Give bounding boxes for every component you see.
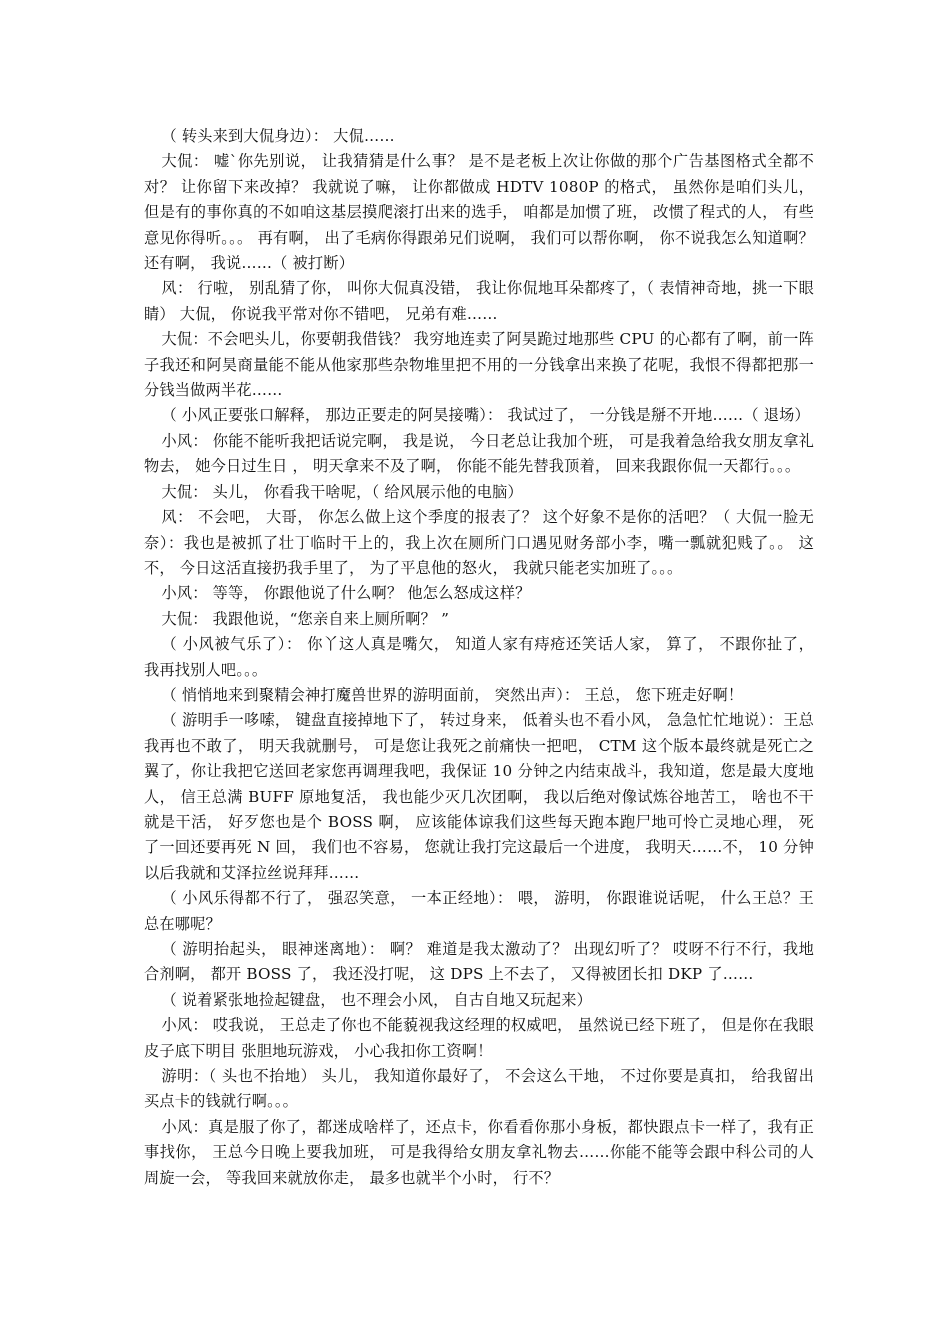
paragraph: （ 游明手一哆嗦， 键盘直接掉地下了， 转过身来， 低着头也不看小风， 急急忙忙地说）：王总我再也不敢了， 明天我就删号， 可是您让我死之前痛快一把吧， CTM 这个版本最终就是死亡之翼了，你让我把它送回老家您再调理我吧，我保证 10 分钟之内结束战斗，我知道，您是最大度地人， 信王总满 BUFF 原地复活， 我也能少灭几次团啊， 我以后绝对像试炼谷地苦工， 啥也不干就是干活， 好歹您也是个 BOSS 啊， 应该能体谅我们这些每天跑本跑尸地可怜亡灵地心理， 死了一回还要再死 N 回， 我们也不容易， 您就让我打完这最后一个进度， 我明天……不， 10 分钟以后我就和艾泽拉丝说拜拜…… xyxy=(144,711,814,882)
paragraph: 大侃：不会吧头儿，你要朝我借钱？ 我穷地连卖了阿昊跪过地那些 CPU 的心都有了啊，前一阵子我还和阿昊商量能不能从他家那些杂物堆里把不用的一分钱拿出来换了花呢，我恨不得都把那一分钱当做两半花…… xyxy=(144,330,814,400)
paragraph: 大侃： 头儿， 你看我干啥呢，（ 给风展示他的电脑） xyxy=(161,482,523,501)
paragraph: 小风： 你能不能听我把话说完啊， 我是说， 今日老总让我加个班， 可是我着急给我女朋友拿礼物去， 她今日过生日 ， 明天拿来不及了啊， 你能不能先替我顶着， 回来我跟你侃一天都行。。。 xyxy=(144,431,814,476)
paragraph: 风： 行啦， 别乱猜了你， 叫你大侃真没错， 我让你侃地耳朵都疼了，（ 表情神奇地，挑一下眼睛） 大侃， 你说我平常对你不错吧， 兄弟有难…… xyxy=(144,279,814,323)
paragraph: 小风：真是服了你了，都迷成啥样了，还点卡，你看看你那小身板，都快跟点卡一样了，我有正事找你， 王总今日晚上要我加班， 可是我得给女朋友拿礼物去……你能不能等会跟中科公司的人周旋一会， 等我回来就放你走， 最多也就半个小时， 行不？ xyxy=(144,1117,814,1187)
paragraph: 大侃： 我跟他说，“您亲自来上厕所啊？ ” xyxy=(161,609,450,628)
paragraph: （ 小风正要张口解释， 那边正要走的阿昊接嘴）： 我试过了， 一分钱是掰不开地……（ 退场） xyxy=(161,406,810,425)
paragraph: 小风： 等等， 你跟他说了什么啊？ 他怎么怒成这样？ xyxy=(161,584,531,603)
paragraph: （ 悄悄地来到聚精会神打魔兽世界的游明面前， 突然出声）： 王总， 您下班走好啊！ xyxy=(161,685,744,704)
paragraph: （ 说着紧张地捡起键盘， 也不理会小风， 自古自地又玩起来） xyxy=(161,990,593,1009)
paragraph: 小风： 哎我说， 王总走了你也不能藐视我这经理的权威吧， 虽然说已经下班了， 但是你在我眼皮子底下明目 张胆地玩游戏， 小心我扣你工资啊！ xyxy=(144,1016,814,1060)
document-page xyxy=(144,124,814,1191)
paragraph: 风： 不会吧， 大哥， 你怎么做上这个季度的报表了？ 这个好象不是你的活吧？（ 大侃一脸无奈）：我也是被抓了壮丁临时干上的，我上次在厕所门口遇见财务部小李，嘴一瓢就犯贱了。。 这不， 今日这活直接扔我手里了， 为了平息他的怒火， 我就只能老实加班了。。。 xyxy=(144,508,814,577)
paragraph: （ 转头来到大侃身边）： 大侃…… xyxy=(161,127,395,145)
paragraph: （ 小风乐得都不行了， 强忍笑意， 一本正经地）： 喂， 游明， 你跟谁说话呢， 什么王总？王总在哪呢？ xyxy=(144,889,814,933)
paragraph: （ 游明抬起头， 眼神迷离地）： 啊？ 难道是我太激动了？ 出现幻听了？ 哎呀不行不行，我地合剂啊， 都开 BOSS 了， 我还没打呢， 这 DPS 上不去了， 又得被团长扣 DKP 了…… xyxy=(144,940,814,984)
paragraph: （ 小风被气乐了）： 你丫这人真是嘴欠， 知道人家有痔疮还笑话人家， 算了， 不跟你扯了， 我再找别人吧。。。 xyxy=(144,635,814,679)
paragraph: 游明：（ 头也不抬地） 头儿， 我知道你最好了， 不会这么干地， 不过你要是真扣， 给我留出买点卡的钱就行啊。。。 xyxy=(144,1067,814,1111)
paragraph: 大侃： 嘘`你先别说， 让我猜猜是什么事？ 是不是老板上次让你做的那个广告基图格式全都不对？ 让你留下来改掉？ 我就说了嘛， 让你都做成 HDTV 1080P 的格式， 虽然你是咱们头儿， 但是有的事你真的不如咱这基层摸爬滚打出来的选手， 咱都是加惯了班， 改惯了程式的人， 有些意见你得听。。。 再有啊， 出了毛病你得跟弟兄们说啊， 我们可以帮你啊， 你不说我怎么知道啊？ 还有啊， 我说……（ 被打断） xyxy=(144,152,814,273)
